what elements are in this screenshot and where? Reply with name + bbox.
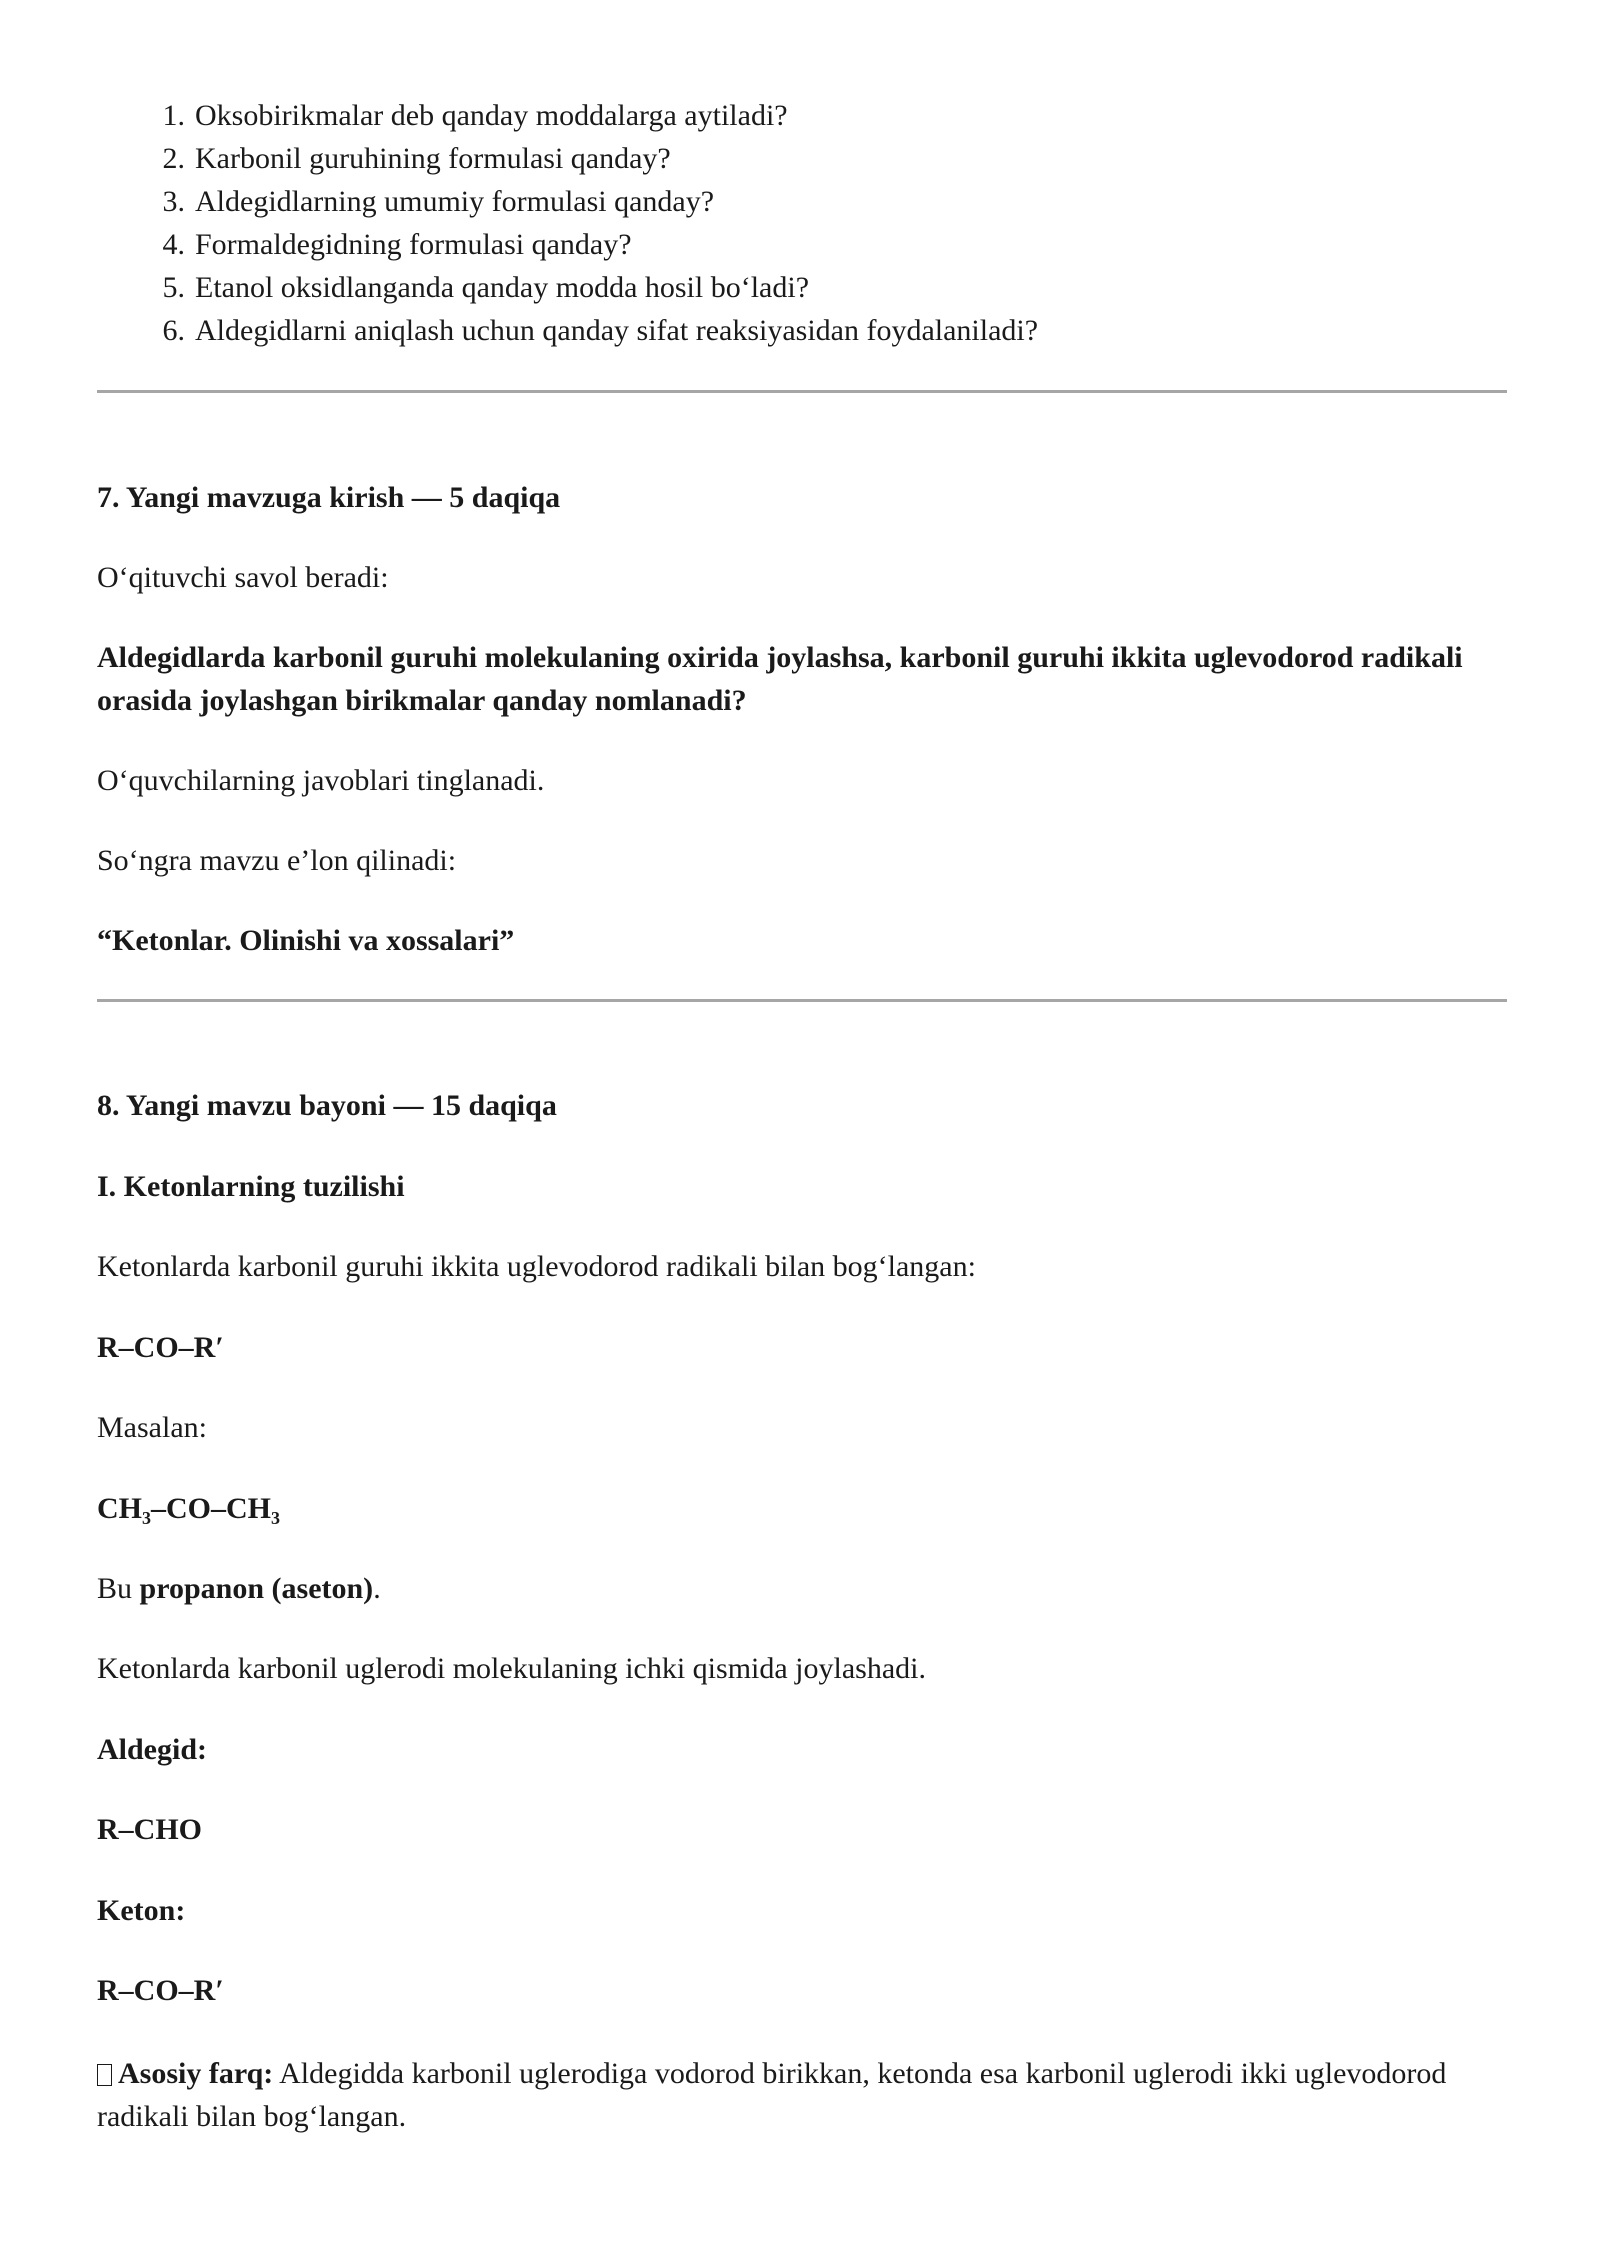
student-answers-text: O‘quvchilarning javoblari tinglanadi.	[97, 764, 545, 797]
lesson-question: Aldegidlarda karbonil guruhi molekulaning oxirida joylashsa, karbonil guruhi ikkita uglevodorod radikali orasida joylashgan birikmalar qanday nomlanadi?	[97, 641, 1463, 717]
teacher-asks-text: O‘qituvchi savol beradi:	[97, 561, 389, 594]
example-label: Masalan:	[97, 1411, 207, 1444]
topic-announcement-text: So‘ngra mavzu e’lon qilinadi:	[97, 844, 457, 877]
acetone-formula: $CH_3-CO-CH_3$	[97, 1492, 280, 1528]
ketone-structure-subheading: I. Ketonlarning tuzilishi	[97, 1170, 405, 1203]
aldehyde-label: Aldegid:	[97, 1733, 208, 1766]
ketone-general-formula: R–CO–R′	[97, 1331, 224, 1364]
carbonyl-position-text: Ketonlarda karbonil uglerodi molekulaning ichki qismida joylashadi.	[97, 1652, 926, 1685]
ketone-formula: R–CO–R′	[97, 1974, 224, 2007]
lesson-topic-title: “Ketonlar. Olinishi va xossalari”	[97, 924, 515, 957]
list-item: 1. Oksobirikmalar deb qanday moddalarga aytiladi?	[162, 99, 788, 132]
section-divider	[97, 999, 1507, 1002]
main-difference-note: Asosiy farq: Aldegidda karbonil uglerodiga vodorod birikkan, ketonda esa karbonil uglerodi ikki uglevodorod radikali bilan bog‘langan.	[97, 2057, 1447, 2133]
list-item: 5. Etanol oksidlanganda qanday modda hosil bo‘ladi?	[162, 271, 810, 304]
ketone-structure-text: Ketonlarda karbonil guruhi ikkita uglevodorod radikali bilan bog‘langan:	[97, 1250, 976, 1283]
list-item: 4. Formaldegidning formulasi qanday?	[162, 228, 632, 261]
ketone-label: Keton:	[97, 1894, 186, 1927]
list-item: 3. Aldegidlarning umumiy formulasi qanday?	[162, 185, 715, 218]
aldehyde-formula: R–CHO	[97, 1813, 202, 1846]
missing-glyph-icon	[97, 2064, 112, 2086]
list-item: 6. Aldegidlarni aniqlash uchun qanday sifat reaksiyasidan foydalaniladi?	[162, 314, 1039, 347]
list-item: 2. Karbonil guruhining formulasi qanday?	[162, 142, 671, 175]
section-8-heading: 8. Yangi mavzu bayoni — 15 daqiqa	[97, 1089, 557, 1122]
review-questions-list	[97, 94, 1507, 352]
section-7-heading: 7. Yangi mavzuga kirish — 5 daqiqa	[97, 481, 561, 514]
section-divider	[97, 390, 1507, 393]
acetone-name-text: Bu propanon (aseton).	[97, 1572, 381, 1605]
document-page	[97, 94, 1507, 2133]
